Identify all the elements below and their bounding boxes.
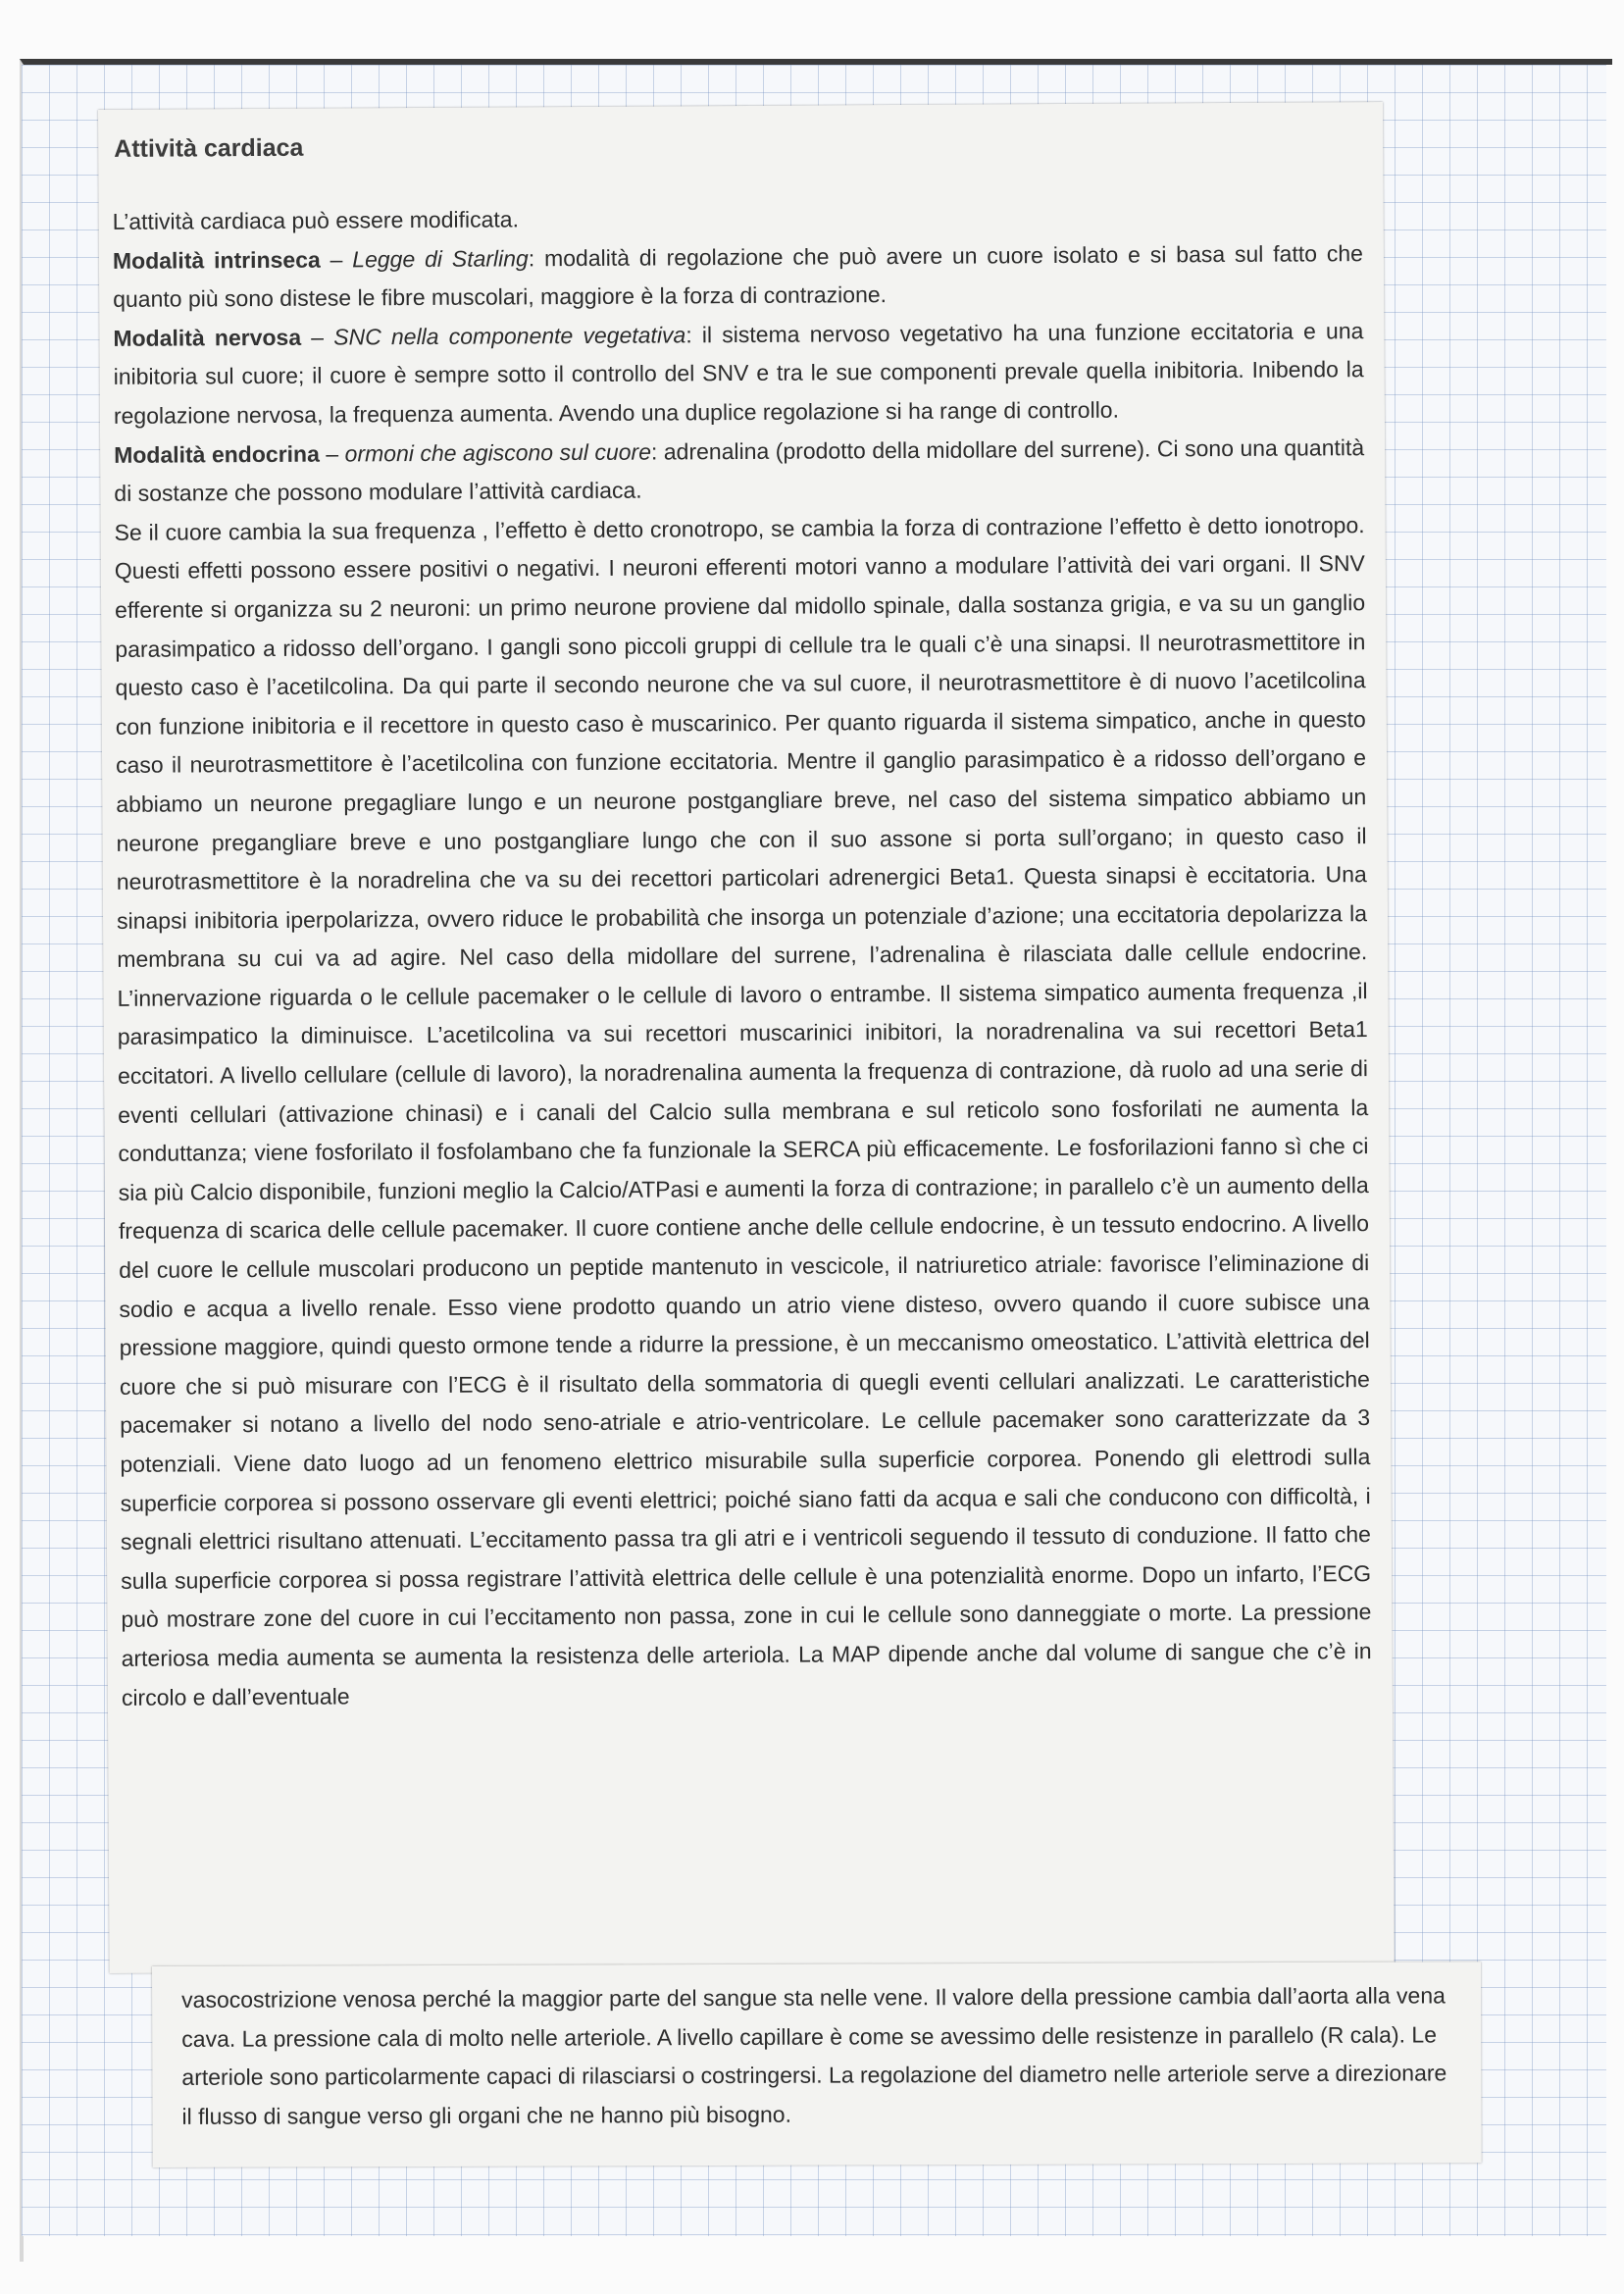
endocrine-text: : adrenalina (prodotto della midollare del surrene). Ci sono una quantità di sostanze che possono modulare l’attività cardiaca. (114, 433, 1365, 507)
intrinsic-sep: – (320, 246, 353, 273)
continuation-body (181, 1976, 1457, 2136)
intrinsic-subject: Legge di Starling (352, 244, 529, 273)
continuation-paragraph: vasocostrizione venosa perché la maggior parte del sangue sta nelle vene. Il valore della pressione cambia dall’aorta alla vena cava. La pressione cala di molto nelle arteriole. A livello capillare è come se avessimo delle resistenze in parallelo (R cala). Le arteriole sono particolarmente capaci di rilasciarsi o costringersi. La regolazione del diametro nelle arteriole serve a direzionare il flusso di sangue verso gli organi che ne hanno più bisogno. (181, 1982, 1447, 2129)
intrinsic-label: Modalità intrinseca (112, 246, 321, 274)
nervous-text: : il sistema nervoso vegetativo ha una funzione eccitatoria e una inibitoria sul cuore; il cuore è sempre sotto il controllo del SNV e tra le sue componenti prevale quella inibitoria. Inibendo la regolazione nervosa, la frequenza aumenta. Avendo una duplice regolazione si ha range di controllo. (113, 317, 1364, 429)
nervous-subject: SNC nella componente vegetativa (333, 322, 686, 350)
nervous-paragraph (113, 312, 1364, 436)
document-body (113, 195, 1372, 1717)
document-title: Attività cardiaca (114, 133, 304, 163)
endocrine-label: Modalità endocrina (114, 440, 320, 468)
endocrine-subject: ormoni che agiscono sul cuore (344, 438, 652, 467)
nervous-sep: – (301, 324, 334, 350)
printed-sheet-continuation (152, 1962, 1482, 2167)
intrinsic-text: : modalità di regolazione che può avere un cuore isolato e si basa sul fatto che quanto più sono distese le fibre muscolari, maggiore è la forza di contrazione. (113, 239, 1363, 313)
intrinsic-paragraph (113, 234, 1363, 320)
main-paragraph: Se il cuore cambia la sua frequenza , l’effetto è detto cronotropo, se cambia la forza di contrazione l’effetto è detto ionotropo. Questi effetti possono essere positivi o negativi. I neuroni efferenti motori vanno a modulare l’attività dei vari organi. Il SNV efferente si organizza su 2 neuroni: un primo neurone proviene dal midollo spinale, dalla sostanza grigia, e va su un ganglio parasimpatico a ridosso dell’organo. I gangli sono piccoli gruppi di cellule tra le quali c’è una sinapsi. Il neurotrasmettitore in questo caso è l’acetilcolina. Da qui parte il secondo neurone che va sul cuore, il neurotrasmettitore è di nuovo l’acetilcolina con funzione inibitoria e il recettore in questo caso è muscarinico. Per quanto riguarda il sistema simpatico, anche in questo caso il neurotrasmettitore è l’acetilcolina con funzione eccitatoria. Mentre il ganglio parasimpatico è a ridosso dell’organo e abbiamo un neurone pregagliare lungo e un neurone postgangliare breve, nel caso del sistema simpatico abbiamo un neurone pregangliare breve e uno postgangliare lungo che con il suo assone si porta sull’organo; in questo caso il neurotrasmettitore è la noradrelina che va su dei recettori particolari adrenergici Beta1. Questa sinapsi è eccitatoria. Una sinapsi inibitoria iperpolarizza, ovvero riduce le probabilità che insorga un potenziale d’azione; una eccitatoria depolarizza la membrana su cui va ad agire. Nel caso della midollare del surrene, l’adrenalina è rilasciata dalle cellule endocrine. L’innervazione riguarda o le cellule pacemaker o le cellule di lavoro o entrambe. Il sistema simpatico aumenta frequenza ,il parasimpatico la diminuisce. L’acetilcolina va sui recettori muscarinici inibitori, la noradrenalina va sui recettori Beta1 eccitatori. A livello cellulare (cellule di lavoro), la noradrenalina aumenta la frequenza di contrazione, dà ruolo ad una serie di eventi cellulari (attivazione chinasi) e i canali del Calcio sulla membrana e sul reticolo sono fosforilati ne aumenta la conduttanza; viene fosforilato il fosfolambano che fa funzionale la SERCA più efficacemente. Le fosforilazioni fanno sì che ci sia più Calcio disponibile, funzioni meglio la Calcio/ATPasi e aumenti la forza di contrazione; in parallelo c’è un aumento della frequenza di scarica delle cellule pacemaker. Il cuore contiene anche delle cellule endocrine, è un tessuto endocrino. A livello del cuore le cellule muscolari producono un peptide mantenuto in vescicole, il natriuretico atriale: favorisce l’eliminazione di sodio e acqua a livello renale. Esso viene prodotto quando un atrio viene disteso, ovvero quando il cuore subisce una pressione maggiore, quindi questo ormone tende a ridurre la pressione, è un meccanismo omeostatico. L’attività elettrica del cuore che si può misurare con l’ECG è il risultato della sommatoria di quegli eventi cellulari analizzati. Le caratteristiche pacemaker si notano a livello del nodo seno-atriale e atrio-ventricolare. Le cellule pacemaker sono caratterizzate da 3 potenziali. Viene dato luogo ad un fenomeno elettrico misurabile sulla superficie corporea. Ponendo gli elettrodi sulla superficie corporea si possono osservare gli eventi elettrici; poiché siano fatti da acqua e sali che conducono con difficoltà, i segnali elettrici risultano attenuati. L’eccitamento passa tra gli atri e i ventricoli seguendo il tessuto di conduzione. Il fatto che sulla superficie corporea si possa registrare l’attività elettrica delle cellule è una potenzialità enorme. Dopo un infarto, l’ECG può mostrare zone del cuore in cui l’eccitamento non passa, zone in cui le cellule sono danneggiate o morte. La pressione arteriosa media aumenta se aumenta la resistenza delle arteriola. La MAP dipende anche dal volume di sangue che c’è in circolo e dall’eventuale (114, 511, 1372, 1710)
nervous-label: Modalità nervosa (113, 324, 302, 351)
endocrine-paragraph (114, 429, 1364, 514)
intro-paragraph: L’attività cardiaca può essere modificata. (112, 206, 520, 234)
endocrine-sep: – (319, 440, 345, 467)
printed-sheet-main (98, 102, 1395, 1973)
